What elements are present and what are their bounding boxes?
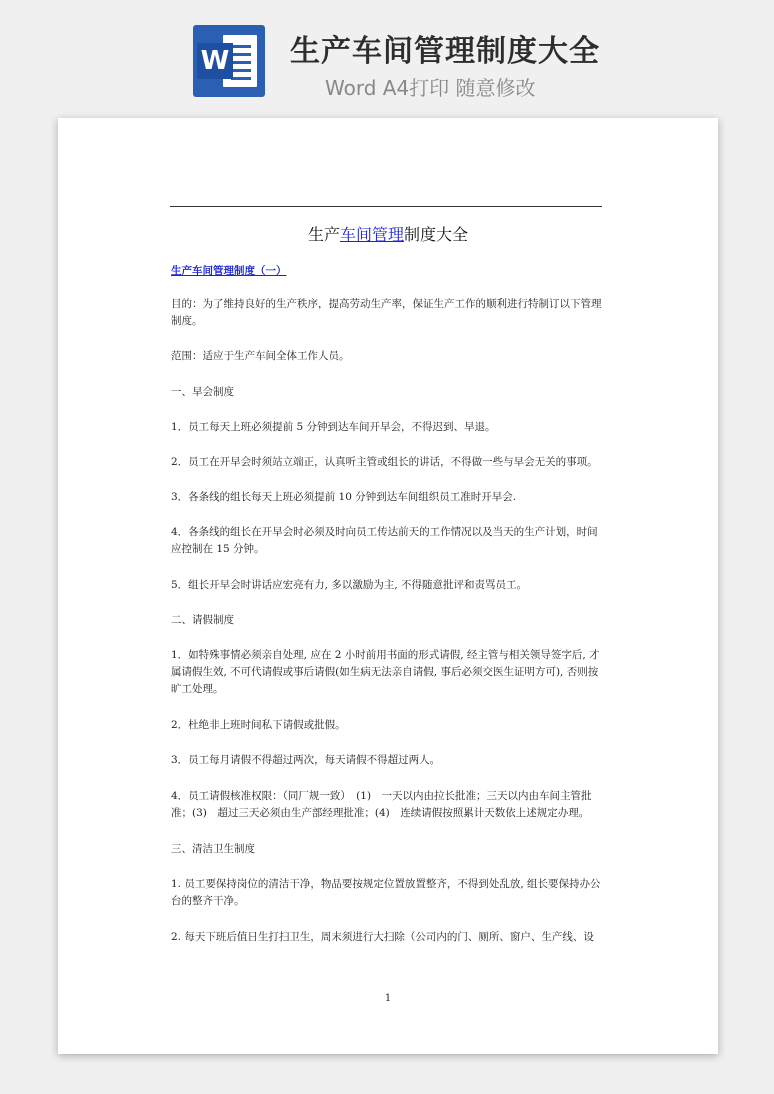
section-link[interactable]: 生产车间管理制度（一） <box>171 265 287 277</box>
paragraph: 1．员工每天上班必须提前 5 分钟到达车间开早会，不得迟到、早退。 <box>171 421 496 433</box>
paragraph: 3．员工每月请假不得超过两次，每天请假不得超过两人。 <box>171 754 441 766</box>
word-document-icon <box>193 25 265 97</box>
paragraph: 范围：适应于生产车间全体工作人员。 <box>171 350 350 362</box>
paragraph: 3．各条线的组长每天上班必须提前 10 分钟到达车间组织员工准时开早会. <box>171 491 517 503</box>
header-banner <box>0 0 774 118</box>
paragraph: 目的：为了维持良好的生产秩序，提高劳动生产率，保证生产工作的顺利进行特制订以下管理制度。 <box>171 298 602 327</box>
paragraph: 2．员工在开早会时须站立端正，认真听主管或组长的讲话，不得做一些与早会无关的事项。 <box>171 456 598 468</box>
paragraph: 一、早会制度 <box>171 386 234 398</box>
title-prefix: 生产 <box>307 225 340 244</box>
paragraph: 二、请假制度 <box>171 614 234 626</box>
paragraph: 1．如特殊事情必须亲自处理, 应在 2 小时前用书面的形式请假, 经主管与相关领导签字后, 才属请假生效, 不可代请假或事后请假(如生病无法亲自请假, 事后必须交医生证明方可), 否则按旷工处理。 <box>171 649 600 695</box>
page-number: 1 <box>384 993 392 1004</box>
banner-title: 生产车间管理制度大全 <box>290 34 600 69</box>
document-page <box>58 118 718 1054</box>
paragraph: 1. 员工要保持岗位的清洁干净，物品要按规定位置放置整齐，不得到处乱放, 组长要保持办公台的整齐干净。 <box>171 878 601 907</box>
paragraph: 5．组长开早会时讲话应宏亮有力, 多以激励为主, 不得随意批评和责骂员工。 <box>171 579 528 591</box>
paragraph: 4．员工请假核准权限：（同厂规一致） (1) 一天以内由拉长批准；三天以内由车间主管批准；(3) 超过三天必须由生产部经理批准；(4) 连续请假按照累计天数依上述规定办理。 <box>171 790 592 819</box>
header-rule <box>170 206 602 207</box>
paragraph: 三、清洁卫生制度 <box>171 843 255 855</box>
paragraph: 2. 每天下班后值日生打扫卫生，周末须进行大扫除（公司内的门、厕所、窗户、生产线、设 <box>171 931 594 943</box>
paragraph: 4．各条线的组长在开早会时必须及时向员工传达前天的工作情况以及当天的生产计划，时间应控制在 15 分钟。 <box>171 526 598 555</box>
title-suffix: 制度大全 <box>404 225 469 244</box>
word-letter-icon: W <box>197 43 233 79</box>
banner-subtitle: Word A4打印 随意修改 <box>325 76 536 100</box>
document-title <box>58 222 718 245</box>
title-link[interactable]: 车间管理 <box>339 225 404 244</box>
paragraph: 2．杜绝非上班时间私下请假或批假。 <box>171 719 346 731</box>
